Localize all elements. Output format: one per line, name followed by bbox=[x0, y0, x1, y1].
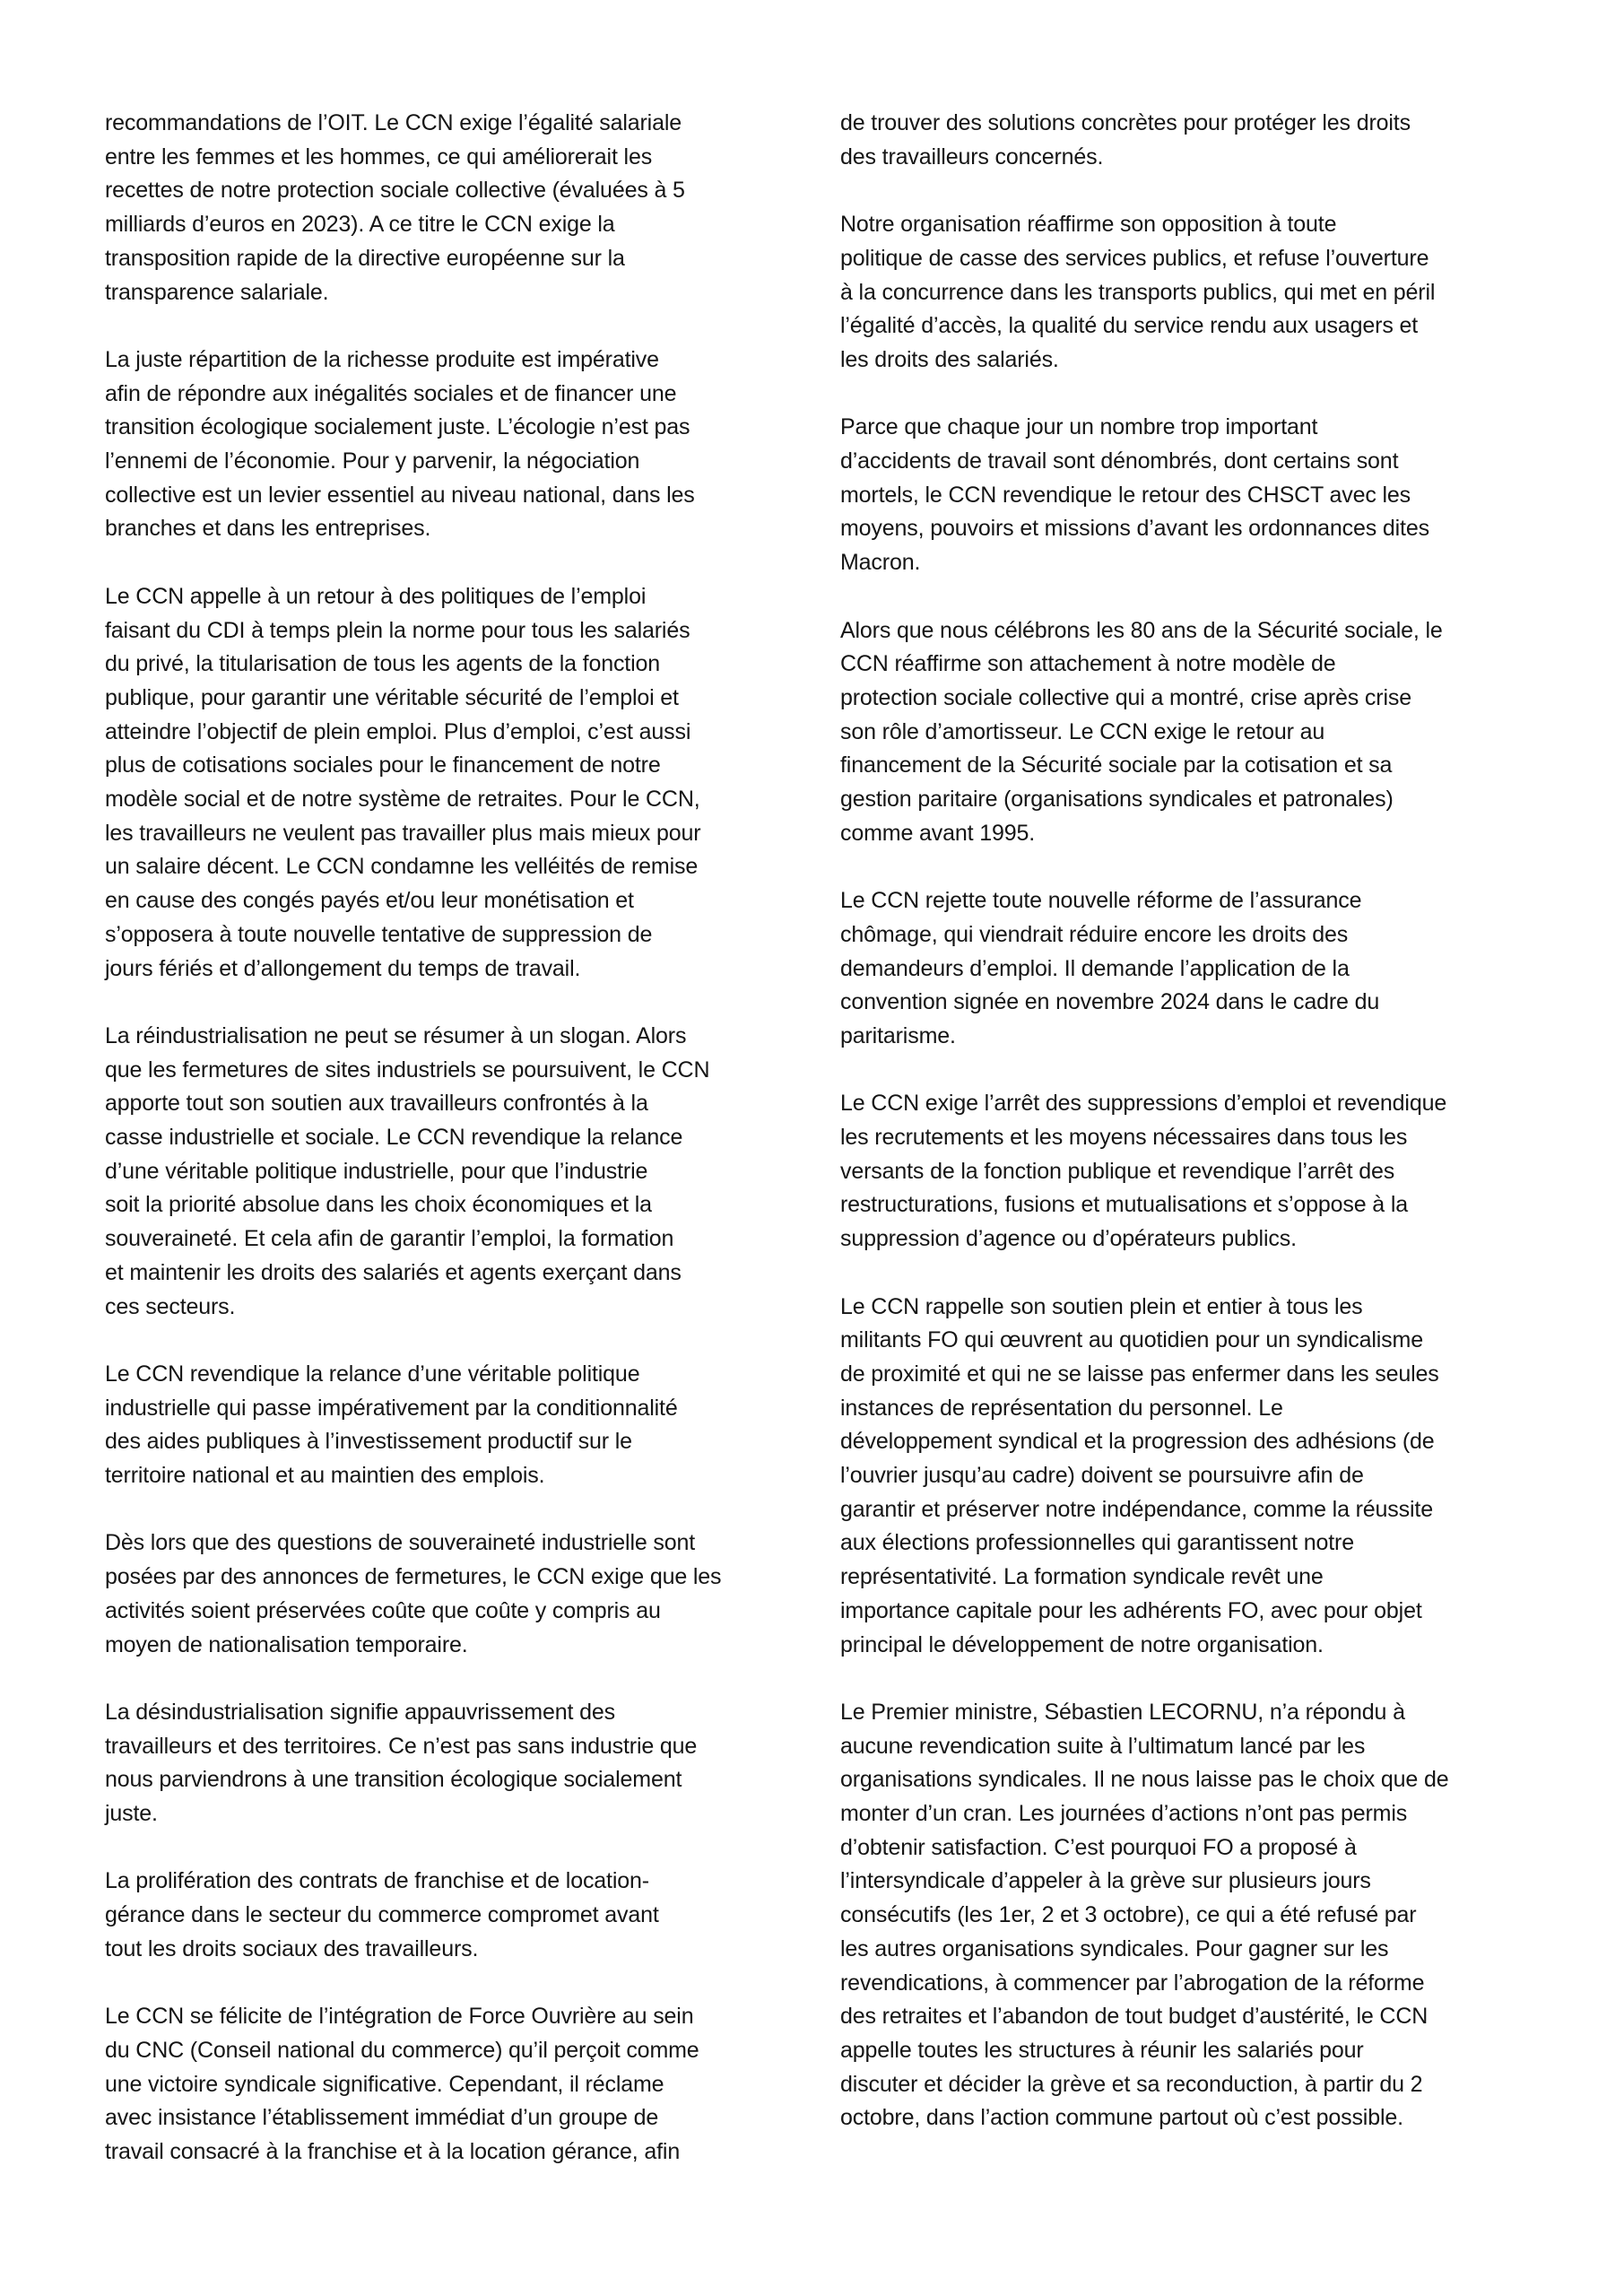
text-line: son rôle d’amortisseur. Le CCN exige le retour au bbox=[840, 718, 1325, 744]
text-line: de trouver des solutions concrètes pour protéger les droits bbox=[840, 110, 1411, 135]
text-line: territoire national et au maintien des emplois. bbox=[105, 1463, 545, 1489]
text-line: comme avant 1995. bbox=[840, 820, 1036, 846]
paragraph bbox=[105, 1865, 822, 1966]
text-line: discuter et décider la grève et sa reconduction, à partir du 2 bbox=[840, 2071, 1423, 2097]
text-line: les recrutements et les moyens nécessaires dans tous les bbox=[840, 1125, 1408, 1151]
text-line: les travailleurs ne veulent pas travailler plus mais mieux pour bbox=[105, 820, 701, 846]
right-column bbox=[840, 107, 1558, 2135]
text-line: jours fériés et d’allongement du temps de travail. bbox=[105, 955, 581, 981]
text-line: travail consacré à la franchise et à la location gérance, afin bbox=[105, 2139, 681, 2165]
text-line: milliards d’euros en 2023). A ce titre le CCN exige la bbox=[105, 212, 615, 238]
text-line: apporte tout son soutien aux travailleurs confrontés à la bbox=[105, 1091, 648, 1117]
text-line: l’ouvrier jusqu’au cadre) doivent se poursuivre afin de bbox=[840, 1463, 1364, 1489]
paragraph bbox=[840, 1087, 1558, 1257]
text-line: aux élections professionnelles qui garantissent notre bbox=[840, 1530, 1354, 1556]
text-line: modèle social et de notre système de retraites. Pour le CCN, bbox=[105, 787, 700, 813]
text-line: collective est un levier essentiel au niveau national, dans les bbox=[105, 482, 695, 508]
text-line: d’accidents de travail sont dénombrés, dont certains sont bbox=[840, 448, 1399, 474]
paragraph bbox=[840, 411, 1558, 580]
text-line: protection sociale collective qui a montré, crise après crise bbox=[840, 684, 1411, 710]
text-line: les droits des salariés. bbox=[840, 346, 1059, 372]
paragraph bbox=[105, 2000, 822, 2170]
text-line: des travailleurs concernés. bbox=[840, 144, 1104, 170]
text-line: Le CCN appelle à un retour à des politiques de l’emploi bbox=[105, 583, 647, 609]
text-line: atteindre l’objectif de plein emploi. Plus d’emploi, c’est aussi bbox=[105, 718, 691, 744]
text-line: consécutifs (les 1er, 2 et 3 octobre), ce qui a été refusé par bbox=[840, 1902, 1417, 1928]
text-line: afin de répondre aux inégalités sociales et de financer une bbox=[105, 380, 677, 406]
text-line: tout les droits sociaux des travailleurs. bbox=[105, 1935, 479, 1961]
text-line: l’intersyndicale d’appeler à la grève sur plusieurs jours bbox=[840, 1868, 1371, 1894]
text-line: à la concurrence dans les transports publics, qui met en péril bbox=[840, 279, 1436, 305]
text-line: La juste répartition de la richesse produite est impérative bbox=[105, 346, 659, 372]
text-line: des retraites et l’abandon de tout budget d’austérité, le CCN bbox=[840, 2004, 1429, 2030]
text-line: revendications, à commencer par l’abrogation de la réforme bbox=[840, 1970, 1425, 1996]
paragraph bbox=[105, 1696, 822, 1831]
paragraph bbox=[105, 1526, 822, 1662]
text-line: Le CCN rappelle son soutien plein et entier à tous les bbox=[840, 1293, 1363, 1319]
paragraph bbox=[840, 208, 1558, 378]
text-line: versants de la fonction publique et revendique l’arrêt des bbox=[840, 1158, 1395, 1184]
text-line: développement syndical et la progression des adhésions (de bbox=[840, 1429, 1435, 1455]
text-line: Dès lors que des questions de souveraineté industrielle sont bbox=[105, 1530, 696, 1556]
text-line: soit la priorité absolue dans les choix économiques et la bbox=[105, 1192, 652, 1218]
text-line: un salaire décent. Le CCN condamne les velléités de remise bbox=[105, 854, 699, 880]
text-line: d’obtenir satisfaction. C’est pourquoi FO a proposé à bbox=[840, 1834, 1357, 1860]
text-line: transparence salariale. bbox=[105, 279, 329, 305]
text-line: gérance dans le secteur du commerce compromet avant bbox=[105, 1902, 659, 1928]
text-line: organisations syndicales. Il ne nous laisse pas le choix que de bbox=[840, 1767, 1449, 1793]
text-line: travailleurs et des territoires. Ce n’est pas sans industrie que bbox=[105, 1733, 698, 1759]
text-line: restructurations, fusions et mutualisations et s’oppose à la bbox=[840, 1192, 1409, 1218]
text-line: Le CCN se félicite de l’intégration de Force Ouvrière au sein bbox=[105, 2004, 694, 2030]
text-line: nous parviendrons à une transition écologique socialement bbox=[105, 1767, 682, 1793]
text-line: Le CCN exige l’arrêt des suppressions d’emploi et revendique bbox=[840, 1091, 1447, 1117]
text-line: La prolifération des contrats de franchise et de location- bbox=[105, 1868, 649, 1894]
text-line: juste. bbox=[105, 1801, 158, 1827]
text-line: Parce que chaque jour un nombre trop important bbox=[840, 414, 1318, 440]
text-line: casse industrielle et sociale. Le CCN revendique la relance bbox=[105, 1125, 683, 1151]
paragraph bbox=[105, 107, 822, 309]
text-line: plus de cotisations sociales pour le financement de notre bbox=[105, 752, 661, 778]
paragraph bbox=[105, 344, 822, 546]
text-line: Le CCN revendique la relance d’une véritable politique bbox=[105, 1361, 640, 1387]
text-line: et maintenir les droits des salariés et agents exerçant dans bbox=[105, 1259, 682, 1285]
text-line: entre les femmes et les hommes, ce qui améliorerait les bbox=[105, 144, 653, 170]
text-line: recommandations de l’OIT. Le CCN exige l’égalité salariale bbox=[105, 110, 682, 135]
text-line: garantir et préserver notre indépendance, comme la réussite bbox=[840, 1496, 1433, 1522]
text-line: Notre organisation réaffirme son opposition à toute bbox=[840, 212, 1337, 238]
text-line: gestion paritaire (organisations syndicales et patronales) bbox=[840, 787, 1394, 813]
text-line: branches et dans les entreprises. bbox=[105, 516, 431, 542]
paragraph bbox=[840, 1696, 1558, 2135]
text-line: transition écologique socialement juste. L’écologie n’est pas bbox=[105, 414, 690, 440]
text-line: principal le développement de notre organisation. bbox=[840, 1631, 1324, 1657]
text-line: La réindustrialisation ne peut se résumer à un slogan. Alors bbox=[105, 1022, 687, 1048]
text-line: appelle toutes les structures à réunir les salariés pour bbox=[840, 2037, 1364, 2063]
text-line: mortels, le CCN revendique le retour des CHSCT avec les bbox=[840, 482, 1411, 508]
text-line: paritarisme. bbox=[840, 1022, 956, 1048]
text-line: importance capitale pour les adhérents FO, avec pour objet bbox=[840, 1597, 1422, 1623]
text-line: faisant du CDI à temps plein la norme pour tous les salariés bbox=[105, 617, 690, 643]
text-line: Le Premier ministre, Sébastien LECORNU, n’a répondu à bbox=[840, 1699, 1405, 1725]
text-line: demandeurs d’emploi. Il demande l’application de la bbox=[840, 955, 1350, 981]
text-line: instances de représentation du personnel. Le bbox=[840, 1395, 1283, 1421]
left-column bbox=[105, 107, 822, 2170]
text-line: monter d’un cran. Les journées d’actions n’ont pas permis bbox=[840, 1801, 1408, 1827]
text-line: s’opposera à toute nouvelle tentative de suppression de bbox=[105, 921, 653, 947]
text-line: octobre, dans l’action commune partout où c’est possible. bbox=[840, 2105, 1403, 2131]
text-line: représentativité. La formation syndicale revêt une bbox=[840, 1564, 1324, 1590]
paragraph bbox=[105, 580, 822, 986]
text-line: industrielle qui passe impérativement par la conditionnalité bbox=[105, 1395, 678, 1421]
text-line: Macron. bbox=[840, 550, 921, 576]
text-line: moyen de nationalisation temporaire. bbox=[105, 1631, 468, 1657]
text-line: que les fermetures de sites industriels se poursuivent, le CCN bbox=[105, 1057, 710, 1083]
text-line: l’égalité d’accès, la qualité du service rendu aux usagers et bbox=[840, 313, 1419, 339]
text-line: activités soient préservées coûte que coûte y compris au bbox=[105, 1597, 661, 1623]
text-line: du privé, la titularisation de tous les agents de la fonction bbox=[105, 651, 661, 677]
paragraph bbox=[840, 614, 1558, 851]
text-line: chômage, qui viendrait réduire encore les droits des bbox=[840, 921, 1349, 947]
text-line: recettes de notre protection sociale collective (évaluées à 5 bbox=[105, 178, 685, 204]
text-line: avec insistance l’établissement immédiat d’un groupe de bbox=[105, 2105, 659, 2131]
text-line: souveraineté. Et cela afin de garantir l’emploi, la formation bbox=[105, 1226, 674, 1252]
paragraph bbox=[105, 1020, 822, 1324]
text-line: du CNC (Conseil national du commerce) qu’il perçoit comme bbox=[105, 2037, 699, 2063]
text-line: en cause des congés payés et/ou leur monétisation et bbox=[105, 888, 634, 914]
text-line: ces secteurs. bbox=[105, 1293, 236, 1319]
text-line: une victoire syndicale significative. Cependant, il réclame bbox=[105, 2071, 664, 2097]
text-line: de proximité et qui ne se laisse pas enfermer dans les seules bbox=[840, 1361, 1439, 1387]
paragraph bbox=[840, 884, 1558, 1054]
text-line: financement de la Sécurité sociale par la cotisation et sa bbox=[840, 752, 1393, 778]
text-line: des aides publiques à l’investissement productif sur le bbox=[105, 1429, 632, 1455]
text-line: publique, pour garantir une véritable sécurité de l’emploi et bbox=[105, 684, 679, 710]
paragraph bbox=[105, 1358, 822, 1493]
paragraph bbox=[840, 107, 1558, 174]
text-line: d’une véritable politique industrielle, pour que l’industrie bbox=[105, 1158, 648, 1184]
text-line: CCN réaffirme son attachement à notre modèle de bbox=[840, 651, 1336, 677]
text-line: convention signée en novembre 2024 dans le cadre du bbox=[840, 989, 1380, 1015]
text-line: aucune revendication suite à l’ultimatum lancé par les bbox=[840, 1733, 1366, 1759]
text-line: La désindustrialisation signifie appauvrissement des bbox=[105, 1699, 615, 1725]
text-line: les autres organisations syndicales. Pour gagner sur les bbox=[840, 1935, 1389, 1961]
paragraph bbox=[840, 1291, 1558, 1663]
text-line: posées par des annonces de fermetures, le CCN exige que les bbox=[105, 1564, 722, 1590]
text-line: transposition rapide de la directive européenne sur la bbox=[105, 245, 625, 271]
text-line: suppression d’agence ou d’opérateurs publics. bbox=[840, 1226, 1297, 1252]
text-line: militants FO qui œuvrent au quotidien pour un syndicalisme bbox=[840, 1327, 1423, 1353]
text-line: moyens, pouvoirs et missions d’avant les ordonnances dites bbox=[840, 516, 1429, 542]
text-line: Le CCN rejette toute nouvelle réforme de l’assurance bbox=[840, 888, 1362, 914]
text-line: politique de casse des services publics, et refuse l’ouverture bbox=[840, 245, 1429, 271]
text-line: Alors que nous célébrons les 80 ans de la Sécurité sociale, le bbox=[840, 617, 1443, 643]
text-line: l’ennemi de l’économie. Pour y parvenir, la négociation bbox=[105, 448, 640, 474]
